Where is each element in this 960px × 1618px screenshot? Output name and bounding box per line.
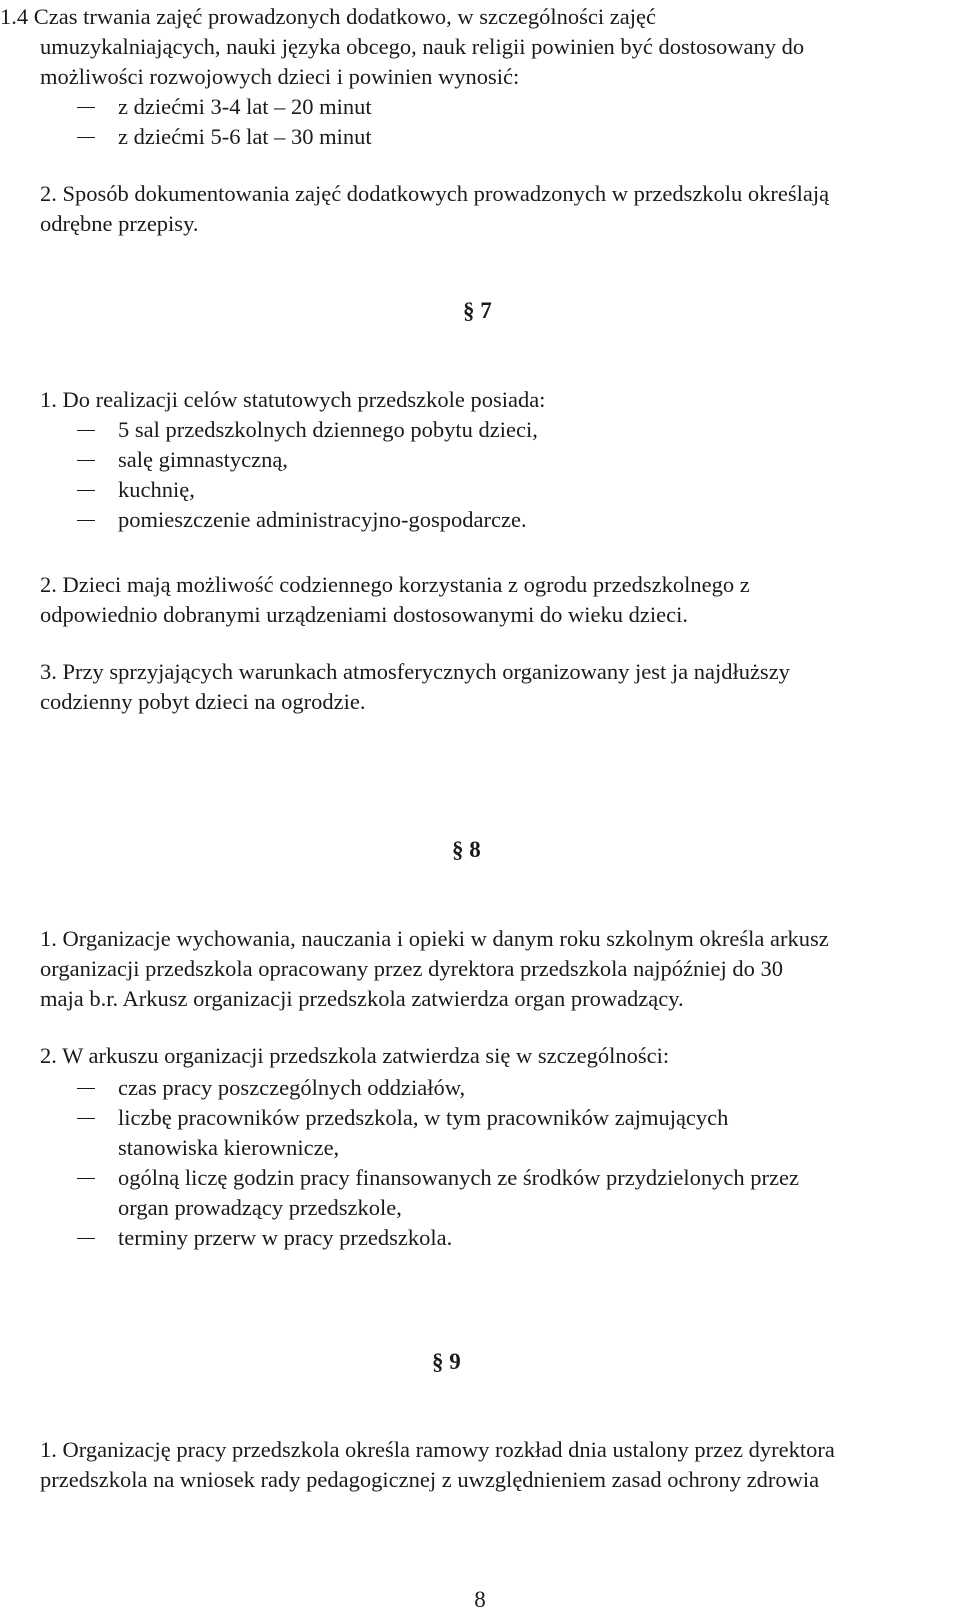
facilities-list bbox=[0, 415, 538, 535]
section-heading-7: § 7 bbox=[463, 298, 492, 323]
list-item-text: organ prowadzący przedszkole, bbox=[118, 1195, 402, 1220]
text-line: 1.4 Czas trwania zajęć prowadzonych dodatkowo, w szczególności zajęć bbox=[0, 4, 656, 29]
list-item-text: liczbę pracowników przedszkola, w tym pracowników zajmujących bbox=[118, 1105, 729, 1130]
dash-bullet-icon bbox=[77, 430, 95, 431]
list-item-text: kuchnię, bbox=[118, 477, 195, 502]
list-item-text: pomieszczenie administracyjno-gospodarcze. bbox=[118, 507, 527, 532]
list-item-text: czas pracy poszczególnych oddziałów, bbox=[118, 1075, 466, 1100]
text-line: 3. Przy sprzyjających warunkach atmosferycznych organizowany jest ja najdłuższy bbox=[40, 659, 790, 684]
text-line: możliwości rozwojowych dzieci i powinien wynosić: bbox=[40, 64, 520, 89]
list-item-text: z dziećmi 5-6 lat – 30 minut bbox=[118, 124, 372, 149]
list-item-continuation bbox=[0, 1193, 799, 1223]
text-line: odpowiednio dobranymi urządzeniami dostosowanymi do wieku dzieci. bbox=[40, 602, 688, 627]
list-item bbox=[0, 445, 538, 475]
organization-sheet-list bbox=[0, 1073, 799, 1253]
dash-bullet-icon bbox=[77, 1238, 95, 1239]
dash-bullet-icon bbox=[77, 460, 95, 461]
text-line: przedszkola na wniosek rady pedagogicznej z uwzględnieniem zasad ochrony zdrowia bbox=[40, 1467, 820, 1492]
text-line: codzienny pobyt dzieci na ogrodzie. bbox=[40, 689, 366, 714]
dash-bullet-icon bbox=[77, 1088, 95, 1089]
list-item bbox=[0, 1073, 799, 1103]
dash-bullet-icon bbox=[77, 137, 95, 138]
section-7-paragraph-2 bbox=[0, 570, 750, 630]
paragraph-2 bbox=[0, 179, 829, 239]
page-number: 8 bbox=[474, 1587, 486, 1612]
list-item-text: terminy przerw w pracy przedszkola. bbox=[118, 1225, 453, 1250]
section-heading-9: § 9 bbox=[432, 1349, 461, 1374]
dash-bullet-icon bbox=[77, 107, 95, 108]
text-line: 2. Sposób dokumentowania zajęć dodatkowych prowadzonych w przedszkolu określają bbox=[40, 181, 830, 206]
dash-bullet-icon bbox=[77, 1178, 95, 1179]
text-line: 2. W arkuszu organizacji przedszkola zatwierdza się w szczególności: bbox=[40, 1043, 670, 1068]
list-item-text: z dziećmi 3-4 lat – 20 minut bbox=[118, 94, 372, 119]
text-line: umuzykalniających, nauki języka obcego, nauk religii powinien być dostosowany do bbox=[40, 34, 805, 59]
list-item-text: salę gimnastyczną, bbox=[118, 447, 288, 472]
paragraph-1-4 bbox=[0, 2, 804, 92]
list-item bbox=[0, 92, 372, 122]
list-item bbox=[0, 505, 538, 535]
list-item bbox=[0, 122, 372, 152]
list-item bbox=[0, 1163, 799, 1193]
dash-bullet-icon bbox=[77, 490, 95, 491]
section-7-paragraph-3 bbox=[0, 657, 790, 717]
section-8-paragraph-1 bbox=[0, 924, 829, 1014]
text-line: odrębne przepisy. bbox=[40, 211, 199, 236]
dash-bullet-icon bbox=[77, 1118, 95, 1119]
text-line: 2. Dzieci mają możliwość codziennego korzystania z ogrodu przedszkolnego z bbox=[40, 572, 750, 597]
text-line: organizacji przedszkola opracowany przez dyrektora przedszkola najpóźniej do 30 bbox=[40, 956, 784, 981]
section-9-paragraph-1 bbox=[0, 1435, 835, 1495]
text-line: 1. Do realizacji celów statutowych przedszkole posiada: bbox=[40, 387, 546, 412]
text-line: maja b.r. Arkusz organizacji przedszkola zatwierdza organ prowadzący. bbox=[40, 986, 684, 1011]
list-item-text: 5 sal przedszkolnych dziennego pobytu dzieci, bbox=[118, 417, 538, 442]
section-7-paragraph-1 bbox=[0, 385, 545, 415]
list-item bbox=[0, 415, 538, 445]
section-heading-8: § 8 bbox=[452, 837, 481, 862]
list-item-continuation bbox=[0, 1133, 799, 1163]
text-line: 1. Organizację pracy przedszkola określa ramowy rozkład dnia ustalony przez dyrektora bbox=[40, 1437, 835, 1462]
list-item bbox=[0, 475, 538, 505]
list-item-text: stanowiska kierownicze, bbox=[118, 1135, 340, 1160]
duration-list bbox=[0, 92, 372, 152]
list-item-text: ogólną liczę godzin pracy finansowanych ze środków przydzielonych przez bbox=[118, 1165, 799, 1190]
list-item bbox=[0, 1103, 799, 1133]
text-line: 1. Organizacje wychowania, nauczania i opieki w danym roku szkolnym określa arkusz bbox=[40, 926, 829, 951]
section-8-paragraph-2 bbox=[0, 1041, 669, 1071]
list-item bbox=[0, 1223, 799, 1253]
dash-bullet-icon bbox=[77, 520, 95, 521]
